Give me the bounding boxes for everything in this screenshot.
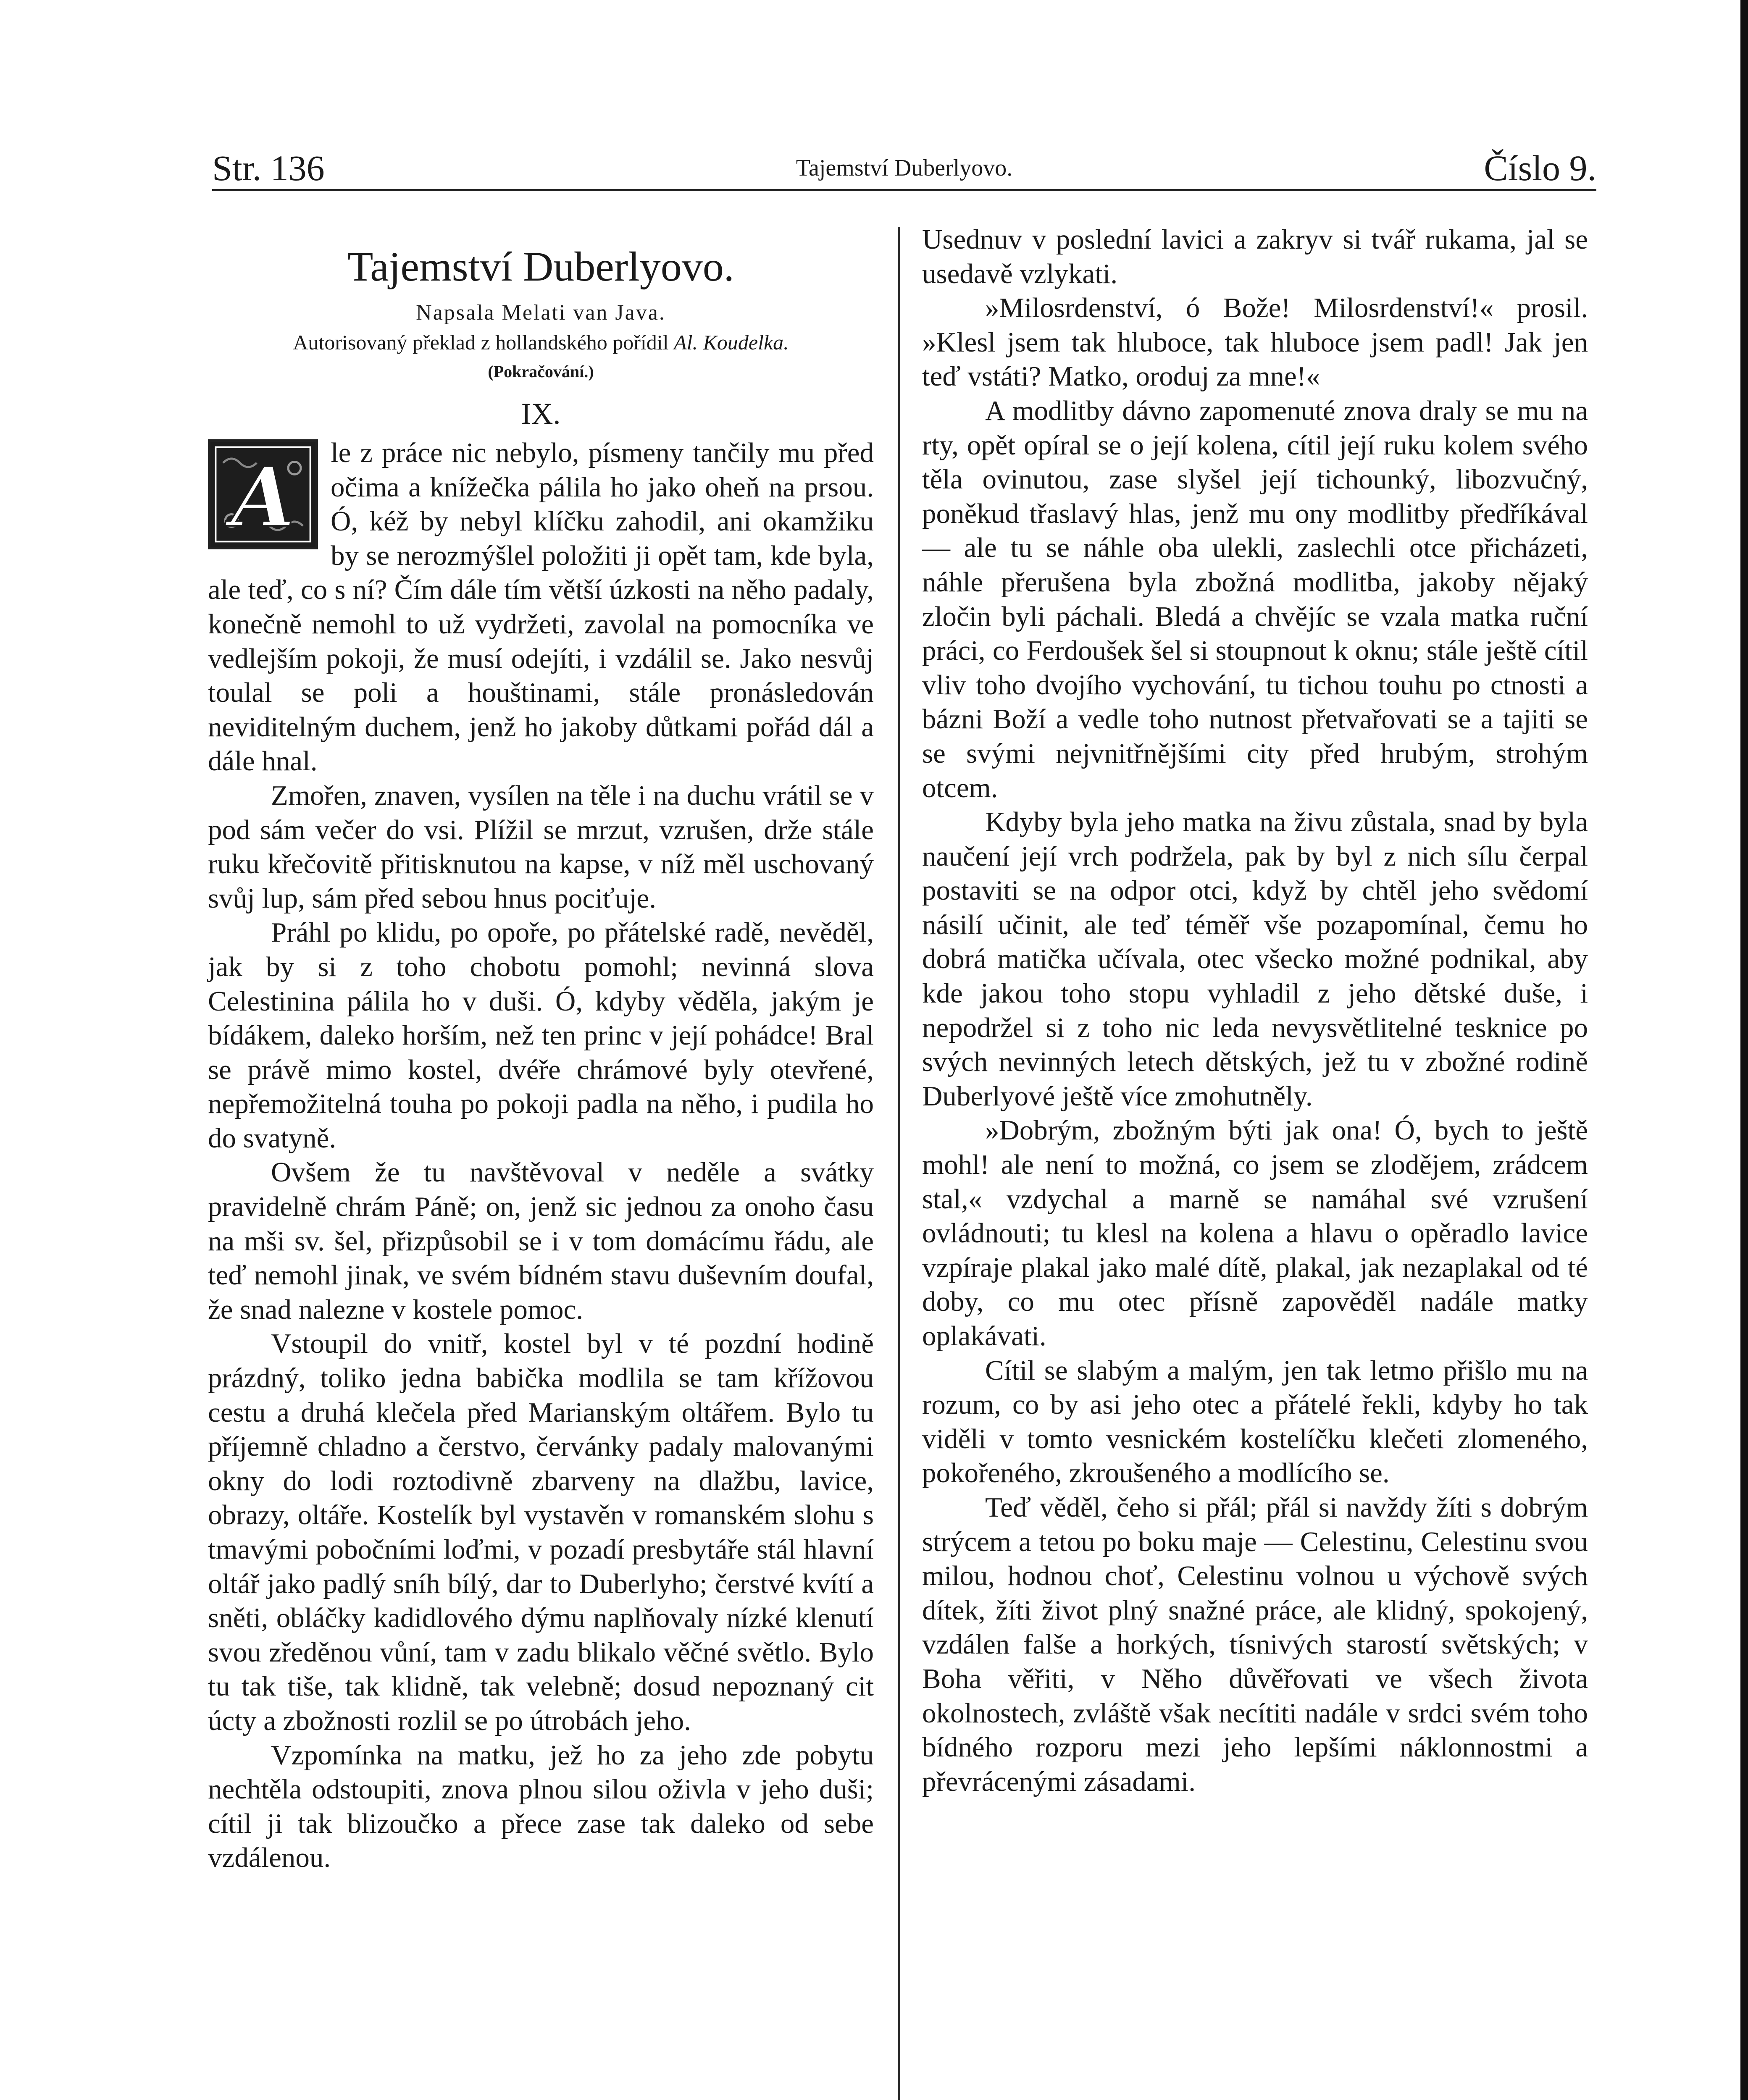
right-paragraph-6: Cítil se slabým a malým, jen tak letmo přišlo mu na rozum, co by asi jeho otec a přátelé řekli, kdyby ho tak viděli v tomto vesnickém kostelíčku klečeti zlomeného, pokořeného, zkroušeného a modlícího se. bbox=[922, 1354, 1588, 1489]
left-paragraph-5: Vstoupil do vnitř, kostel byl v té pozdní hodině prázdný, toliko jedna babička modlila se tam křížovou cestu a druhá klečela před Marianským oltářem. Bylo tu příjemně chladno a čerstvo, červánky padaly malovanými okny do lodi roztodivně zbarveny na dlažbu, lavice, obrazy, oltáře. Kostelík byl vystavěn v romanském slohu s tmavými pobočními loďmi, v pozadí presbytáře stál hlavní oltář jako padlý sníh bílý, dar to Duberlyho; čerstvé kvítí a sněti, obláčky kadidlového dýmu naplňovaly nízké klenutí svou zředěnou vůní, tam v zadu blikalo věčné světlo. Bylo tu tak tiše, tak klidně, tak velebně; dosud nepoznaný cit úcty a zbožnosti rozlil se po útrobách jeho. bbox=[208, 1328, 874, 1736]
left-paragraph-2: Zmořen, znaven, vysílen na těle i na duchu vrátil se v pod sám večer do vsi. Plížil se mrzut, vzrušen, drže stále ruku křečovitě přitisknutou na kapse, v níž měl uschovaný svůj lup, sám před sebou hnus pociťuje. bbox=[208, 780, 874, 914]
article-title: Tajemství Duberlyovo. bbox=[347, 243, 734, 290]
translator-name: Al. Koudelka. bbox=[674, 331, 789, 354]
running-title: Tajemství Duberlyovo. bbox=[796, 155, 1013, 181]
right-paragraph-3: A modlitby dávno zapomenuté znova draly se mu na rty, opět opíral se o její kolena, cítil její ruku kolem svého těla ovinutou, zase slyšel její tichounký, libozvučný, poněkud třaslavý hlas, jenž mu ony modlitby předříkával — ale tu se náhle oba ulekli, zaslechli otce přicházeti, náhle přerušena byla zbožná modlitba, jakoby nějaký zločin byli páchali. Bledá a chvějíc se vzala matka ruční práci, co Ferdoušek šel si stoupnout k oknu; stále ještě cítil vliv toho dvojího vychování, tu tichou touhu po ctnosti a bázni Boží a vedle toho nutnost přetvařovati se a tajiti se se svými nejvnitřnějšími city před hrubým, strohým otcem. bbox=[922, 395, 1588, 803]
right-paragraph-4: Kdyby byla jeho matka na živu zůstala, snad by byla naučení její vrch podržela, pak by byl z nich sílu čerpal postaviti se na odpor otci, když by chtěl jeho svědomí násilí učinit, ale teď téměř vše pozapomínal, čemu ho dobrá matička učívala, otec všecko možné podnikal, aby kde jakou toho stopu vyhladil z jeho dětské duše, i nepodržel si z toho nic leda nevysvětlitelné tesknice po svých nevinných letech dětských, jež tu v zbožné rodině Duberlyové ještě více zmohutněly. bbox=[922, 806, 1588, 1112]
issue-number: Číslo 9. bbox=[1484, 148, 1596, 188]
chapter-number: IX. bbox=[521, 397, 561, 430]
ornate-initial-icon bbox=[210, 442, 315, 547]
left-column bbox=[208, 227, 874, 1875]
left-paragraph-6: Vzpomínka na matku, jež ho za jeho zde pobytu nechtěla odstoupiti, znova plnou silou oživla v jeho duši; cítil ji tak blizoučko a přece zase tak daleko od sebe vzdálenou. bbox=[208, 1739, 874, 1874]
page-header bbox=[212, 139, 1596, 188]
right-paragraph-2: »Milosrdenství, ó Bože! Milosrdenství!« prosil. »Klesl jsem tak hluboce, tak hluboce jsem padl! Jak jen teď vstáti? Matko, oroduj za mne!« bbox=[922, 292, 1588, 392]
page-number: Str. 136 bbox=[212, 148, 325, 188]
right-paragraph-7: Teď věděl, čeho si přál; přál si navždy žíti s dobrým strýcem a tetou po boku maje — Celestinu, Celestinu svou milou, hodnou choť, Celestinu volnou u výchově svých dítek, žíti život plný snažné práce, ale klidný, spokojený, vzdálen falše a horkých, tísnivých starostí světských; v Boha věřiti, v Něho důvěřovati ve všech života okolnostech, zvláště však necítiti nadále v srdci svém toho bídného rozporu mezi jeho lepšími náklonnostmi a převrácenými zásadami. bbox=[922, 1491, 1588, 1797]
right-paragraph-1: Usednuv v poslední lavici a zakryv si tvář rukama, jal se usedavě vzlykati. bbox=[922, 224, 1588, 289]
left-paragraph-4: Ovšem že tu navštěvoval v neděle a svátky pravidelně chrám Páně; on, jenž sic jednou za onoho času na mši sv. šel, přizpůsobil se i v tom domácímu řádu, ale teď nemohl jinak, ve svém bídném stavu duševním doufal, že snad nalezne v kostele pomoc. bbox=[208, 1157, 874, 1325]
translator-credit bbox=[208, 328, 874, 357]
left-paragraph-3: Práhl po klidu, po opoře, po přátelské radě, nevěděl, jak by si z toho chobotu pomohl; nevinná slova Celestinina pálila ho v duši. Ó, kdyby věděla, jakým je bídákem, daleko horším, než ten princ v její pohádce! Bral se právě mimo kostel, dvéře chrámové byly otevřené, nepřemožitelná touha po pokoji padla na něho, i pudila ho do svatyně. bbox=[208, 917, 874, 1154]
right-paragraph-5: »Dobrým, zbožným býti jak ona! Ó, bych to ještě mohl! ale není to možná, co jsem se zlodějem, zrádcem stal,« vzdychal a marně se namáhal své vzrušení ovládnouti; tu klesl na kolena a hlavu o opěradlo lavice vzpíraje plakal jako malé dítě, plakal, jak nezaplakal od té doby, co mu otec přísně zapověděl nadále matky oplakávati. bbox=[922, 1115, 1588, 1352]
dropcap-letter: A bbox=[231, 449, 295, 545]
scan-edge bbox=[1740, 0, 1748, 2100]
left-paragraph-1: le z práce nic nebylo, písmeny tančily mu před očima a knížečka pálila ho jako oheň na prsou. Ó, kéž by nebyl klíčku zahodil, ani okamžiku by se nerozmýšlel položiti ji opět tam, kde byla, ale teď, co s ní? Čím dále tím větší úzkosti na něho padaly, konečně nemohl to už vydržeti, zavolal na pomocníka ve vedlejším pokoji, že musí odejíti, i vzdálil se. Jako nesvůj toulal se poli a houštinami, stále pronásledován neviditelným duchem, jenž ho jakoby důtkami pořád dál a dále hnal. bbox=[208, 437, 874, 777]
article-byline: Napsala Melati van Java. bbox=[416, 301, 666, 325]
column-divider bbox=[898, 227, 900, 2100]
header-rule bbox=[212, 189, 1596, 191]
translator-prefix: Autorisovaný překlad z hollandského pořídil bbox=[293, 331, 674, 354]
dropcap-ornament bbox=[208, 439, 318, 549]
continuation-note: (Pokračování.) bbox=[488, 362, 594, 381]
right-column bbox=[922, 223, 1588, 1799]
